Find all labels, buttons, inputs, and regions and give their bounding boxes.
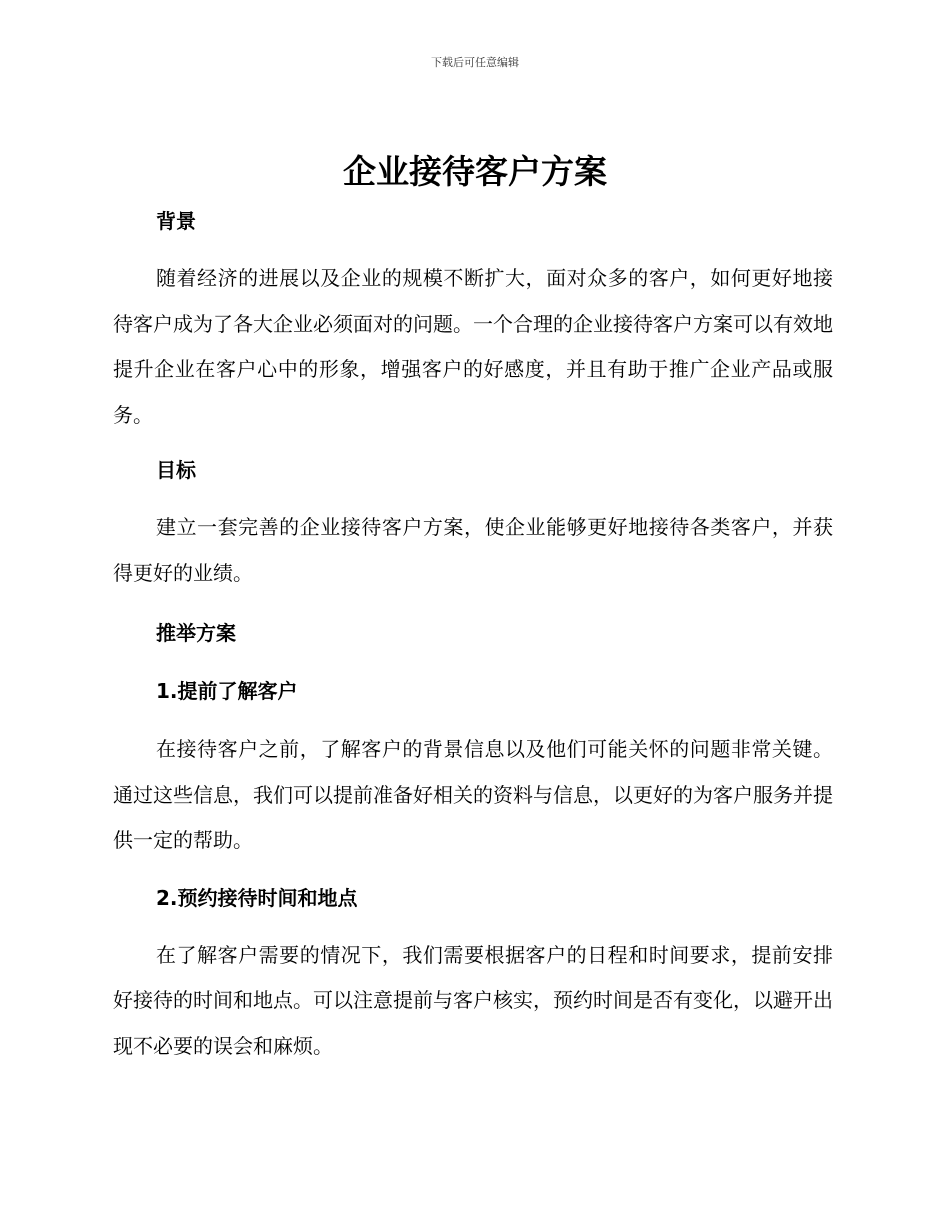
subsection-heading-step1: 1.提前了解客户 — [156, 679, 298, 703]
section-heading-plan: 推举方案 — [156, 621, 236, 645]
subsection-paragraph-step1: 在接待客户之前，了解客户的背景信息以及他们可能关怀的问题非常关键。通过这些信息，我们可以提前准备好相关的资料与信息，以更好的为客户服务并提供一定的帮助。 — [113, 737, 833, 852]
subsection-paragraph-step2: 在了解客户需要的情况下，我们需要根据客户的日程和时间要求，提前安排好接待的时间和地点。可以注意提前与客户核实，预约时间是否有变化，以避开出现不必要的误会和麻烦。 — [113, 942, 833, 1058]
page-header-note: 下载后可任意编辑 — [431, 56, 519, 69]
section-paragraph-goal: 建立一套完善的企业接待客户方案，使企业能够更好地接待各类客户，并获得更好的业绩。 — [113, 515, 833, 585]
section-paragraph-background: 随着经济的进展以及企业的规模不断扩大，面对众多的客户，如何更好地接待客户成为了各大企业必须面对的问题。一个合理的企业接待客户方案可以有效地提升企业在客户心中的形象，增强客户的好感度，并且有助于推广企业产品或服务。 — [113, 266, 833, 427]
subsection-heading-step2: 2.预约接待时间和地点 — [156, 885, 358, 910]
section-heading-goal: 目标 — [156, 458, 196, 482]
document-body — [113, 200, 833, 1069]
document-title: 企业接待客户方案 — [343, 152, 607, 191]
section-heading-background: 背景 — [156, 209, 196, 233]
